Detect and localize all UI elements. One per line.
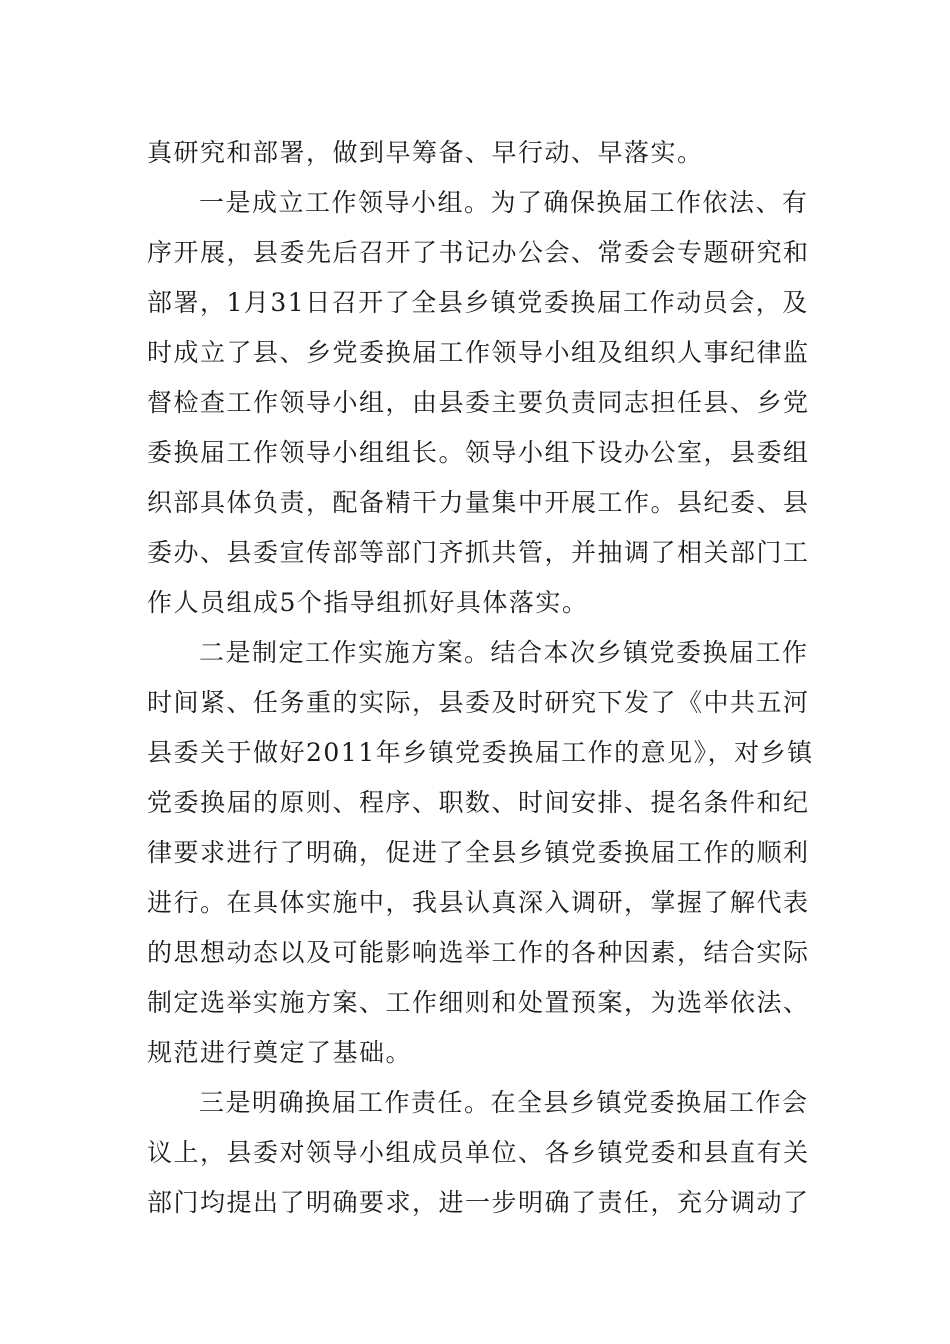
paragraph-1-first-line: 一是成立工作领导小组。为了确保换届工作依法、有 [199, 188, 809, 217]
body-text [147, 128, 814, 1228]
text-line: 律要求进行了明确，促进了全县乡镇党委换届工作的顺利 [147, 838, 810, 867]
text-line: 部署，1月31日召开了全县乡镇党委换届工作动员会，及 [147, 288, 809, 317]
paragraph-3-first-line: 三是明确换届工作责任。在全县乡镇党委换届工作会 [199, 1088, 809, 1117]
text-line: 议上，县委对领导小组成员单位、各乡镇党委和县直有关 [147, 1138, 810, 1167]
text-line: 作人员组成5个指导组抓好具体落实。 [147, 588, 589, 617]
text-line: 的思想动态以及可能影响选举工作的各种因素，结合实际 [147, 938, 810, 967]
text-line: 进行。在具体实施中，我县认真深入调研，掌握了解代表 [147, 888, 810, 917]
text-line: 规范进行奠定了基础。 [147, 1038, 413, 1067]
text-line: 委换届工作领导小组组长。领导小组下设办公室，县委组 [147, 438, 810, 467]
text-line: 委办、县委宣传部等部门齐抓共管，并抽调了相关部门工 [147, 538, 810, 567]
text-line: 督检查工作领导小组，由县委主要负责同志担任县、乡党 [147, 388, 810, 417]
text-line: 时成立了县、乡党委换届工作领导小组及组织人事纪律监 [147, 338, 810, 367]
text-line: 部门均提出了明确要求，进一步明确了责任，充分调动了 [147, 1188, 810, 1217]
text-line: 党委换届的原则、程序、职数、时间安排、提名条件和纪 [147, 788, 810, 817]
text-line: 真研究和部署，做到早筹备、早行动、早落实。 [147, 138, 704, 167]
text-line: 序开展，县委先后召开了书记办公会、常委会专题研究和 [147, 238, 810, 267]
text-line: 织部具体负责，配备精干力量集中开展工作。县纪委、县 [147, 488, 810, 517]
text-line: 县委关于做好2011年乡镇党委换届工作的意见》，对乡镇 [147, 738, 814, 767]
text-line: 制定选举实施方案、工作细则和处置预案，为选举依法、 [147, 988, 810, 1017]
text-line: 时间紧、任务重的实际，县委及时研究下发了《中共五河 [147, 688, 810, 717]
paragraph-2-first-line: 二是制定工作实施方案。结合本次乡镇党委换届工作 [199, 638, 809, 667]
